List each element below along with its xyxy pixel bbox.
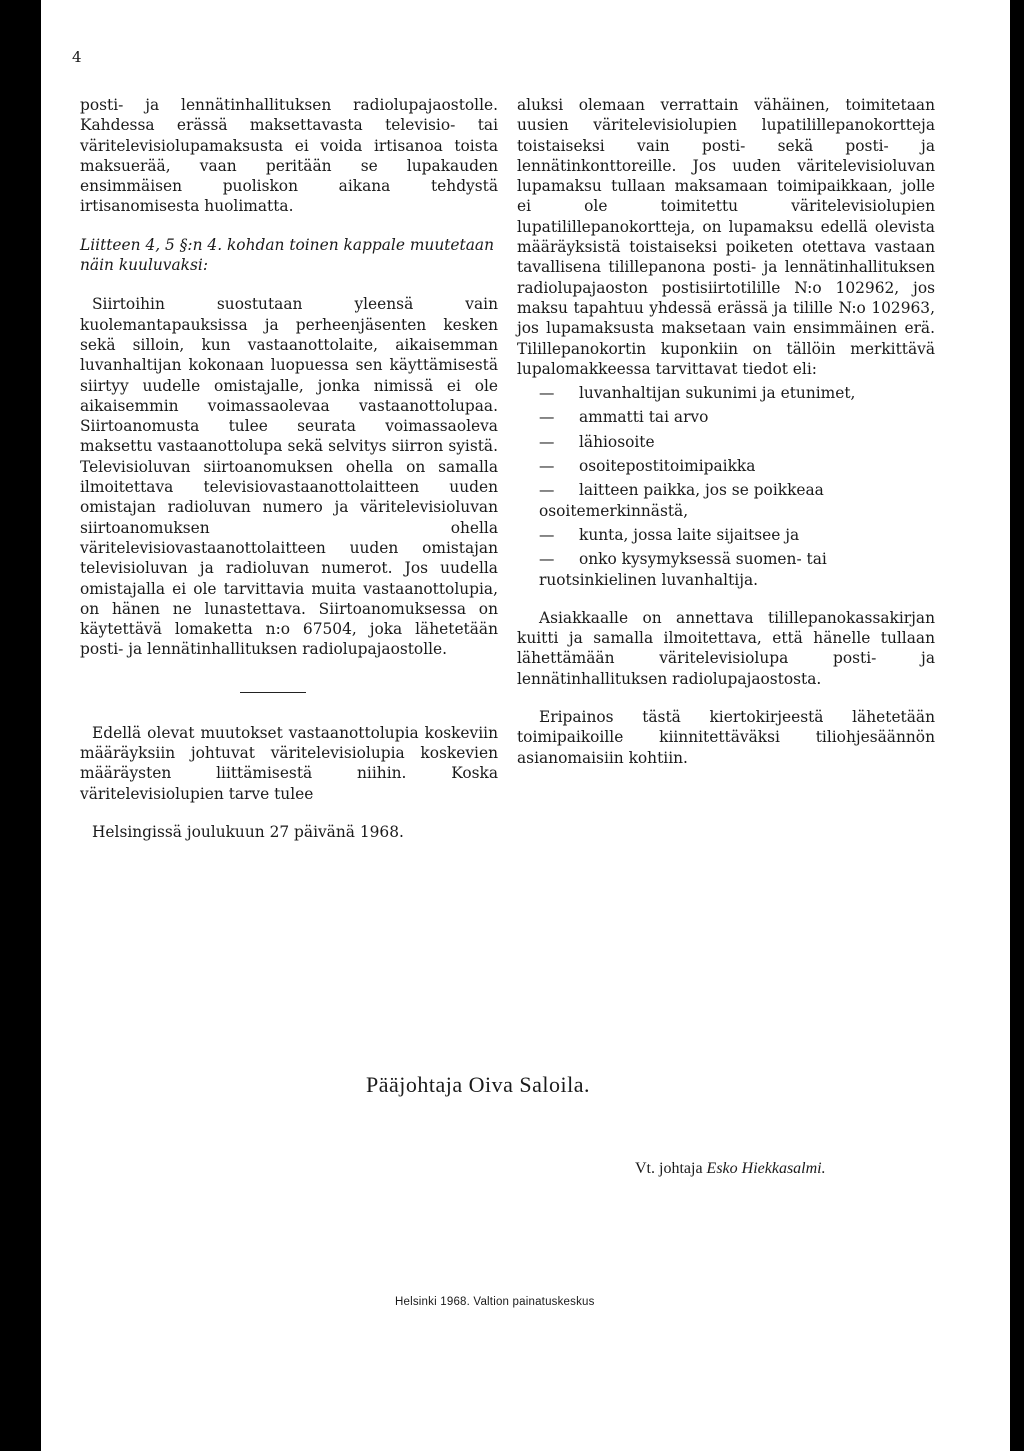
list-item: — luvanhaltijan sukunimi ja etunimet, (539, 384, 856, 403)
intro-paragraph: posti- ja lennätinhallituksen radiolupajaostolle. Kahdessa erässä maksettavasta televisio- tai väritelevisiolupamaksusta ei voida irtisanoa toista maksuerää, vaan peritään se lupakauden ensimmäisen puoliskon aikana tehdystä irtisanomisesta huolimatta. (80, 96, 498, 216)
acting-name: Esko Hiekkasalmi. (706, 1160, 826, 1177)
right-paragraph-3: Eripainos tästä kiertokirjeestä lähetetään toimipaikoille kiinnitettäväksi tiliohjesäännön asianomaisiin kohtiin. (517, 708, 935, 767)
list-item: — laitteen paikka, jos se poikkeaa osoitemerkinnästä, (539, 481, 824, 520)
amendment-heading: Liitteen 4, 5 §:n 4. kohdan toinen kappale muutetaan näin kuuluvaksi: (80, 235, 494, 275)
acting-director-signature (635, 1160, 826, 1178)
section-divider (240, 692, 306, 693)
page-number: 4 (72, 48, 82, 66)
right-column (517, 95, 935, 768)
list-item: — ammatti tai arvo (539, 408, 709, 427)
amendment-text: Siirtoihin suostutaan yleensä vain kuolemantapauksissa ja perheenjäsenten kesken sekä silloin, kun vastaanottolaite, aikaisemman luvanhaltijan kokonaan luopuessa sen käyttämisestä siirtyy uudelle omistajalle, jonka nimissä ei ole aikaisemmin voimassaolevaa vastaanottolupaa. Siirtoanomusta tulee seurata voimassaoleva maksettu vastaanottolupa sekä selvitys siirron syistä. Televisioluvan siirtoanomuksen ohella on samalla ilmoitettava televisiovastaanottolaitteen uuden omistajan radioluvan numero ja väritelevisioluvan siirtoanomuksen ohella väritelevisiovastaanottolaitteen uuden omistajan televisioluvan ja radioluvan numerot. Jos uudella omistajalla ei ole tarvittavia muita vastaanottolupia, on hänen ne lunastettava. Siirtoanomuksessa on käytettävä lomaketta n:o 67504, joka lähetetään posti- ja lennätinhallituksen radiolupajaostolle. (80, 295, 498, 659)
list-item: — lähiosoite (539, 432, 655, 451)
director-general-signature: Pääjohtaja Oiva Saloila. (366, 1072, 590, 1097)
left-column (80, 95, 498, 842)
scan-border-left (0, 0, 41, 1451)
date-line: Helsingissä joulukuun 27 päivänä 1968. (92, 822, 404, 841)
required-fields-list (517, 383, 935, 590)
printer-imprint: Helsinki 1968. Valtion painatuskeskus (395, 1296, 595, 1308)
list-item: — osoitepostitoimipaikka (539, 457, 756, 476)
acting-title: Vt. johtaja (635, 1160, 703, 1177)
closing-paragraph: Edellä olevat muutokset vastaanottolupia koskeviin määräyksiin johtuvat väritelevisiolupia koskevien määräysten liittämisestä niihin. Koska väritelevisiolupien tarve tulee (80, 723, 498, 803)
scan-border-right (1010, 0, 1024, 1451)
list-item: — kunta, jossa laite sijaitsee ja (539, 525, 800, 544)
list-item: — onko kysymyksessä suomen- tai ruotsinkielinen luvanhaltija. (539, 550, 827, 589)
right-paragraph-1: aluksi olemaan verrattain vähäinen, toimitetaan uusien väritelevisiolupien lupatilillepanokortteja toistaiseksi vain posti- sekä posti- ja lennätinkonttoreille. Jos uuden väritelevisioluvan lupamaksu tullaan maksamaan toimipaikkaan, jolle ei ole toimitettu väritelevisiolupien lupatilillepanokortteja, on lupamaksu edellä olevista määräyksistä toistaiseksi poiketen otettava vastaan tavallisena tilillepanona posti- ja lennätinhallituksen radiolupajaoston postisiirtotilille N:o 102962, jos maksu tapahtuu yhdessä erässä ja tilille N:o 102963, jos lupamaksusta maksetaan vain ensimmäinen erä. Tilillepanokortin kuponkiin on tällöin merkittävä lupalomakkeessa tarvittavat tiedot eli: (517, 96, 935, 378)
right-paragraph-2: Asiakkaalle on annettava tilillepanokassakirjan kuitti ja samalla ilmoitettava, että hänelle tullaan lähettämään väritelevisiolupa posti- ja lennätinhallituksen radiolupajaostosta. (517, 608, 935, 688)
